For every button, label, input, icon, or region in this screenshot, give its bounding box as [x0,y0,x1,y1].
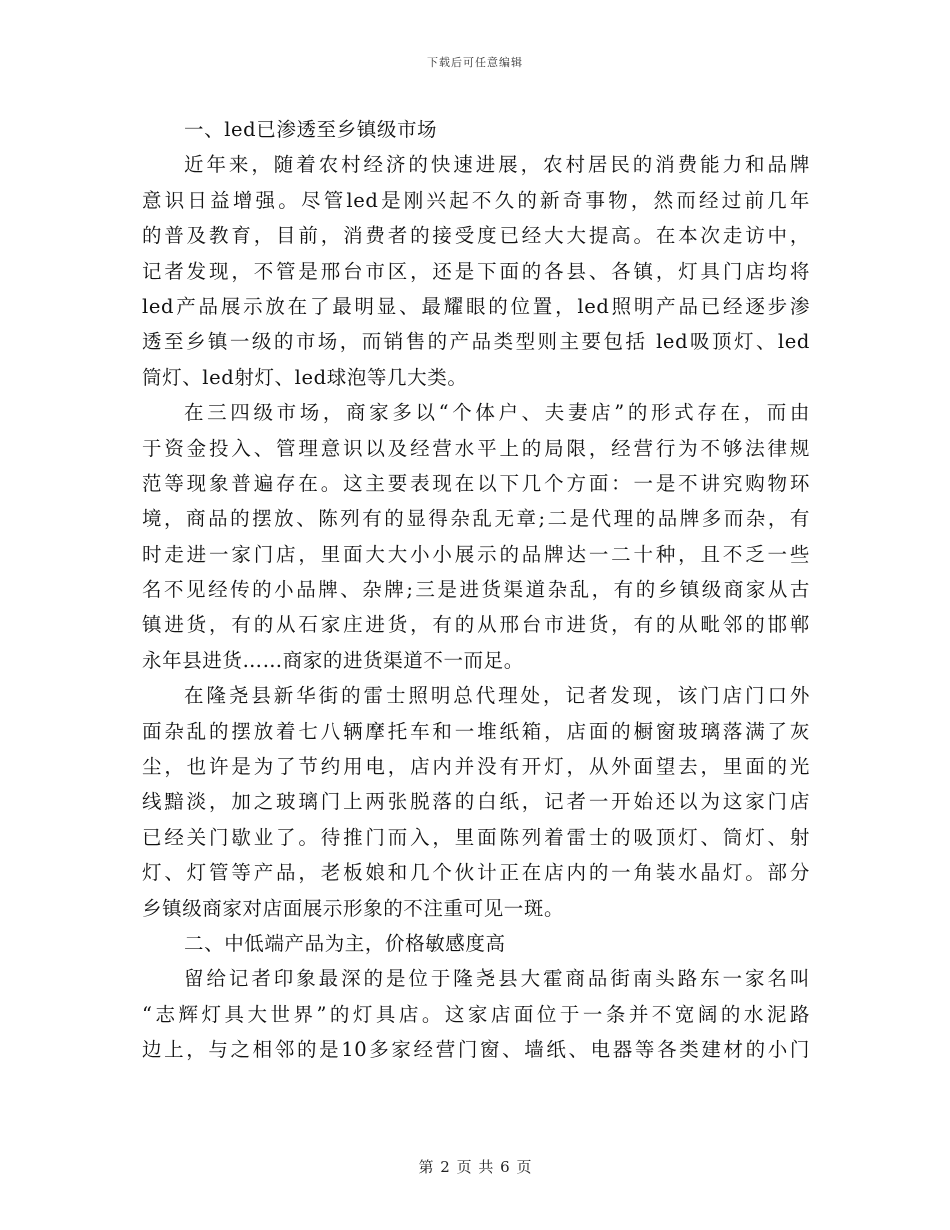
text-line: 尘，也许是为了节约用电，店内并没有开灯，从外面望去，里面的光 [142,755,810,779]
text-line: 名不见经传的小品牌、杂牌;三是进货渠道杂乱，有的乡镇级商家从古 [142,578,810,602]
text-line: 一、led已渗透至乡镇级市场 [184,118,438,141]
text-line: 留给记者印象最深的是位于隆尧县大霍商品街南头路东一家名叫 [184,967,810,991]
text-line: 的普及教育，目前，消费者的接受度已经大大提高。在本次走访中， [142,224,810,248]
text-line: 在隆尧县新华街的雷士照明总代理处，记者发现，该门店门口外 [184,684,810,708]
text-line: 线黯淡，加之玻璃门上两张脱落的白纸，记者一开始还以为这家门店 [142,790,810,814]
text-line: 已经关门歇业了。待推门而入，里面陈列着雷士的吸顶灯、筒灯、射 [142,825,810,849]
text-line: 乡镇级商家对店面展示形象的不注重可见一斑。 [142,896,565,920]
document-body [142,112,810,1068]
text-line: 时走进一家门店，里面大大小小展示的品牌达一二十种，且不乏一些 [142,542,810,566]
text-line: 意识日益增强。尽管led是刚兴起不久的新奇事物，然而经过前几年 [142,188,810,212]
text-line: 边上，与之相邻的是10多家经营门窗、墙纸、电器等各类建材的小门 [142,1038,810,1062]
text-line: 在三四级市场，商家多以“个体户、夫妻店”的形式存在，而由 [184,401,810,425]
text-line: 二、中低端产品为主，价格敏感度高 [184,931,506,955]
page-number: 第 2 页 共 6 页 [418,1158,532,1176]
text-line: 永年县进货……商家的进货渠道不一而足。 [142,648,524,672]
text-line: 镇进货，有的从石家庄进货，有的从邢台市进货，有的从毗邻的邯郸 [142,613,810,637]
text-line: 灯、灯管等产品，老板娘和几个伙计正在店内的一角装水晶灯。部分 [142,861,810,885]
text-line: 透至乡镇一级的市场，而销售的产品类型则主要包括 led吸顶灯、led [142,330,810,354]
text-line: “志辉灯具大世界”的灯具店。这家店面位于一条并不宽阔的水泥路 [142,1002,810,1026]
text-line: 近年来，随着农村经济的快速进展，农村居民的消费能力和品牌 [184,153,810,177]
text-line: 面杂乱的摆放着七八辆摩托车和一堆纸箱，店面的橱窗玻璃落满了灰 [142,719,810,743]
page-header: 下载后可任意编辑 [427,56,523,69]
text-line: 记者发现，不管是邢台市区，还是下面的各县、各镇，灯具门店均将 [142,259,810,283]
text-line: 于资金投入、管理意识以及经营水平上的局限，经营行为不够法律规 [142,436,810,460]
text-line: 范等现象普遍存在。这主要表现在以下几个方面：一是不讲究购物环 [142,471,810,495]
text-line: led产品展示放在了最明显、最耀眼的位置，led照明产品已经逐步渗 [142,294,810,318]
text-line: 境，商品的摆放、陈列有的显得杂乱无章;二是代理的品牌多而杂，有 [142,507,810,531]
text-line: 筒灯、led射灯、led球泡等几大类。 [142,365,468,389]
